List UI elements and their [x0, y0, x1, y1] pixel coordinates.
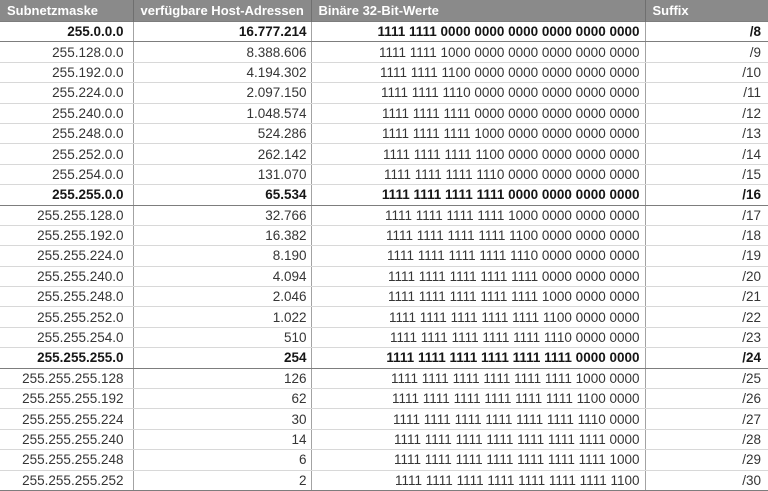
cell-subnetzmaske: 255.255.224.0	[0, 246, 133, 266]
table-row	[0, 246, 768, 266]
cell-subnetzmaske: 255.255.252.0	[0, 307, 133, 327]
cell-binary-value: 1111 1111 1111 1111 1111 0000 0000 0000	[311, 266, 645, 286]
table-row	[0, 429, 768, 449]
cell-binary-value: 1111 1111 1111 0000 0000 0000 0000 0000	[311, 103, 645, 123]
table-row	[0, 327, 768, 347]
cell-host-adressen: 4.194.302	[133, 62, 311, 82]
cell-suffix: /17	[645, 205, 768, 225]
table-row	[0, 164, 768, 184]
cell-suffix: /11	[645, 83, 768, 103]
cell-host-adressen: 510	[133, 327, 311, 347]
cell-binary-value: 1111 1111 1111 1111 1111 1100 0000 0000	[311, 307, 645, 327]
table-row	[0, 185, 768, 205]
cell-subnetzmaske: 255.255.240.0	[0, 266, 133, 286]
cell-host-adressen: 254	[133, 348, 311, 368]
table-row	[0, 470, 768, 491]
header-row	[0, 0, 768, 22]
cell-binary-value: 1111 1111 0000 0000 0000 0000 0000 0000	[311, 22, 645, 42]
cell-suffix: /21	[645, 287, 768, 307]
cell-subnetzmaske: 255.248.0.0	[0, 123, 133, 143]
table-row	[0, 123, 768, 143]
cell-host-adressen: 16.382	[133, 225, 311, 245]
cell-suffix: /27	[645, 409, 768, 429]
cell-host-adressen: 1.022	[133, 307, 311, 327]
table-body	[0, 22, 768, 491]
cell-suffix: /29	[645, 450, 768, 470]
table-row	[0, 42, 768, 62]
cell-binary-value: 1111 1111 1110 0000 0000 0000 0000 0000	[311, 83, 645, 103]
cell-suffix: /22	[645, 307, 768, 327]
table-row	[0, 266, 768, 286]
cell-subnetzmaske: 255.255.255.128	[0, 368, 133, 388]
cell-binary-value: 1111 1111 1111 1111 1111 1111 1100 0000	[311, 389, 645, 409]
cell-subnetzmaske: 255.252.0.0	[0, 144, 133, 164]
cell-suffix: /28	[645, 429, 768, 449]
cell-suffix: /30	[645, 470, 768, 491]
cell-suffix: /24	[645, 348, 768, 368]
cell-subnetzmaske: 255.128.0.0	[0, 42, 133, 62]
cell-host-adressen: 16.777.214	[133, 22, 311, 42]
cell-subnetzmaske: 255.254.0.0	[0, 164, 133, 184]
cell-suffix: /13	[645, 123, 768, 143]
table-row	[0, 348, 768, 368]
cell-binary-value: 1111 1111 1111 1111 1111 1000 0000 0000	[311, 287, 645, 307]
cell-subnetzmaske: 255.255.248.0	[0, 287, 133, 307]
cell-subnetzmaske: 255.255.255.192	[0, 389, 133, 409]
cell-host-adressen: 131.070	[133, 164, 311, 184]
table-row	[0, 62, 768, 82]
cell-suffix: /14	[645, 144, 768, 164]
cell-binary-value: 1111 1111 1111 1111 1111 1111 1110 0000	[311, 409, 645, 429]
col-header-suffix: Suffix	[645, 0, 768, 22]
table-row	[0, 287, 768, 307]
cell-subnetzmaske: 255.240.0.0	[0, 103, 133, 123]
cell-subnetzmaske: 255.255.0.0	[0, 185, 133, 205]
cell-binary-value: 1111 1111 1111 1100 0000 0000 0000 0000	[311, 144, 645, 164]
cell-binary-value: 1111 1111 1111 1111 1000 0000 0000 0000	[311, 205, 645, 225]
cell-binary-value: 1111 1111 1111 1111 1111 1111 1111 0000	[311, 429, 645, 449]
cell-host-adressen: 126	[133, 368, 311, 388]
cell-host-adressen: 2	[133, 470, 311, 491]
cell-subnetzmaske: 255.0.0.0	[0, 22, 133, 42]
cell-suffix: /26	[645, 389, 768, 409]
cell-binary-value: 1111 1111 1111 1111 0000 0000 0000 0000	[311, 185, 645, 205]
cell-binary-value: 1111 1111 1111 1110 0000 0000 0000 0000	[311, 164, 645, 184]
cell-subnetzmaske: 255.255.255.0	[0, 348, 133, 368]
col-header-host-adressen: verfügbare Host-Adressen	[133, 0, 311, 22]
cell-suffix: /23	[645, 327, 768, 347]
cell-host-adressen: 62	[133, 389, 311, 409]
table-row	[0, 368, 768, 388]
cell-subnetzmaske: 255.255.255.252	[0, 470, 133, 491]
cell-subnetzmaske: 255.255.192.0	[0, 225, 133, 245]
cell-suffix: /8	[645, 22, 768, 42]
cell-host-adressen: 30	[133, 409, 311, 429]
cell-host-adressen: 2.046	[133, 287, 311, 307]
cell-binary-value: 1111 1111 1111 1111 1110 0000 0000 0000	[311, 246, 645, 266]
cell-host-adressen: 6	[133, 450, 311, 470]
table-row	[0, 450, 768, 470]
cell-host-adressen: 14	[133, 429, 311, 449]
cell-suffix: /19	[645, 246, 768, 266]
cell-host-adressen: 2.097.150	[133, 83, 311, 103]
cell-suffix: /20	[645, 266, 768, 286]
table-row	[0, 389, 768, 409]
col-header-subnetzmaske: Subnetzmaske	[0, 0, 133, 22]
cell-subnetzmaske: 255.255.254.0	[0, 327, 133, 347]
cell-host-adressen: 4.094	[133, 266, 311, 286]
table-row	[0, 205, 768, 225]
table-row	[0, 144, 768, 164]
cell-subnetzmaske: 255.255.255.224	[0, 409, 133, 429]
cell-host-adressen: 1.048.574	[133, 103, 311, 123]
table-row	[0, 409, 768, 429]
cell-binary-value: 1111 1111 1111 1111 1111 1111 1111 1000	[311, 450, 645, 470]
cell-binary-value: 1111 1111 1111 1111 1111 1111 1000 0000	[311, 368, 645, 388]
table-header	[0, 0, 768, 22]
cell-binary-value: 1111 1111 1111 1111 1111 1111 1111 1100	[311, 470, 645, 491]
cell-subnetzmaske: 255.255.255.240	[0, 429, 133, 449]
cell-host-adressen: 262.142	[133, 144, 311, 164]
cell-binary-value: 1111 1111 1000 0000 0000 0000 0000 0000	[311, 42, 645, 62]
cell-binary-value: 1111 1111 1111 1111 1111 1110 0000 0000	[311, 327, 645, 347]
cell-host-adressen: 8.388.606	[133, 42, 311, 62]
cell-binary-value: 1111 1111 1111 1111 1111 1111 0000 0000	[311, 348, 645, 368]
cell-host-adressen: 524.286	[133, 123, 311, 143]
table-row	[0, 83, 768, 103]
cell-binary-value: 1111 1111 1100 0000 0000 0000 0000 0000	[311, 62, 645, 82]
cell-suffix: /10	[645, 62, 768, 82]
table-row	[0, 103, 768, 123]
cell-suffix: /25	[645, 368, 768, 388]
cell-suffix: /18	[645, 225, 768, 245]
col-header-binaere-werte: Binäre 32-Bit-Werte	[311, 0, 645, 22]
table-row	[0, 225, 768, 245]
cell-host-adressen: 65.534	[133, 185, 311, 205]
cell-host-adressen: 32.766	[133, 205, 311, 225]
cell-subnetzmaske: 255.255.255.248	[0, 450, 133, 470]
cell-suffix: /15	[645, 164, 768, 184]
cell-subnetzmaske: 255.255.128.0	[0, 205, 133, 225]
table-row	[0, 22, 768, 42]
cell-suffix: /9	[645, 42, 768, 62]
cell-suffix: /16	[645, 185, 768, 205]
cell-subnetzmaske: 255.192.0.0	[0, 62, 133, 82]
cell-suffix: /12	[645, 103, 768, 123]
cell-binary-value: 1111 1111 1111 1111 1100 0000 0000 0000	[311, 225, 645, 245]
cell-binary-value: 1111 1111 1111 1000 0000 0000 0000 0000	[311, 123, 645, 143]
cell-subnetzmaske: 255.224.0.0	[0, 83, 133, 103]
cell-host-adressen: 8.190	[133, 246, 311, 266]
table-row	[0, 307, 768, 327]
